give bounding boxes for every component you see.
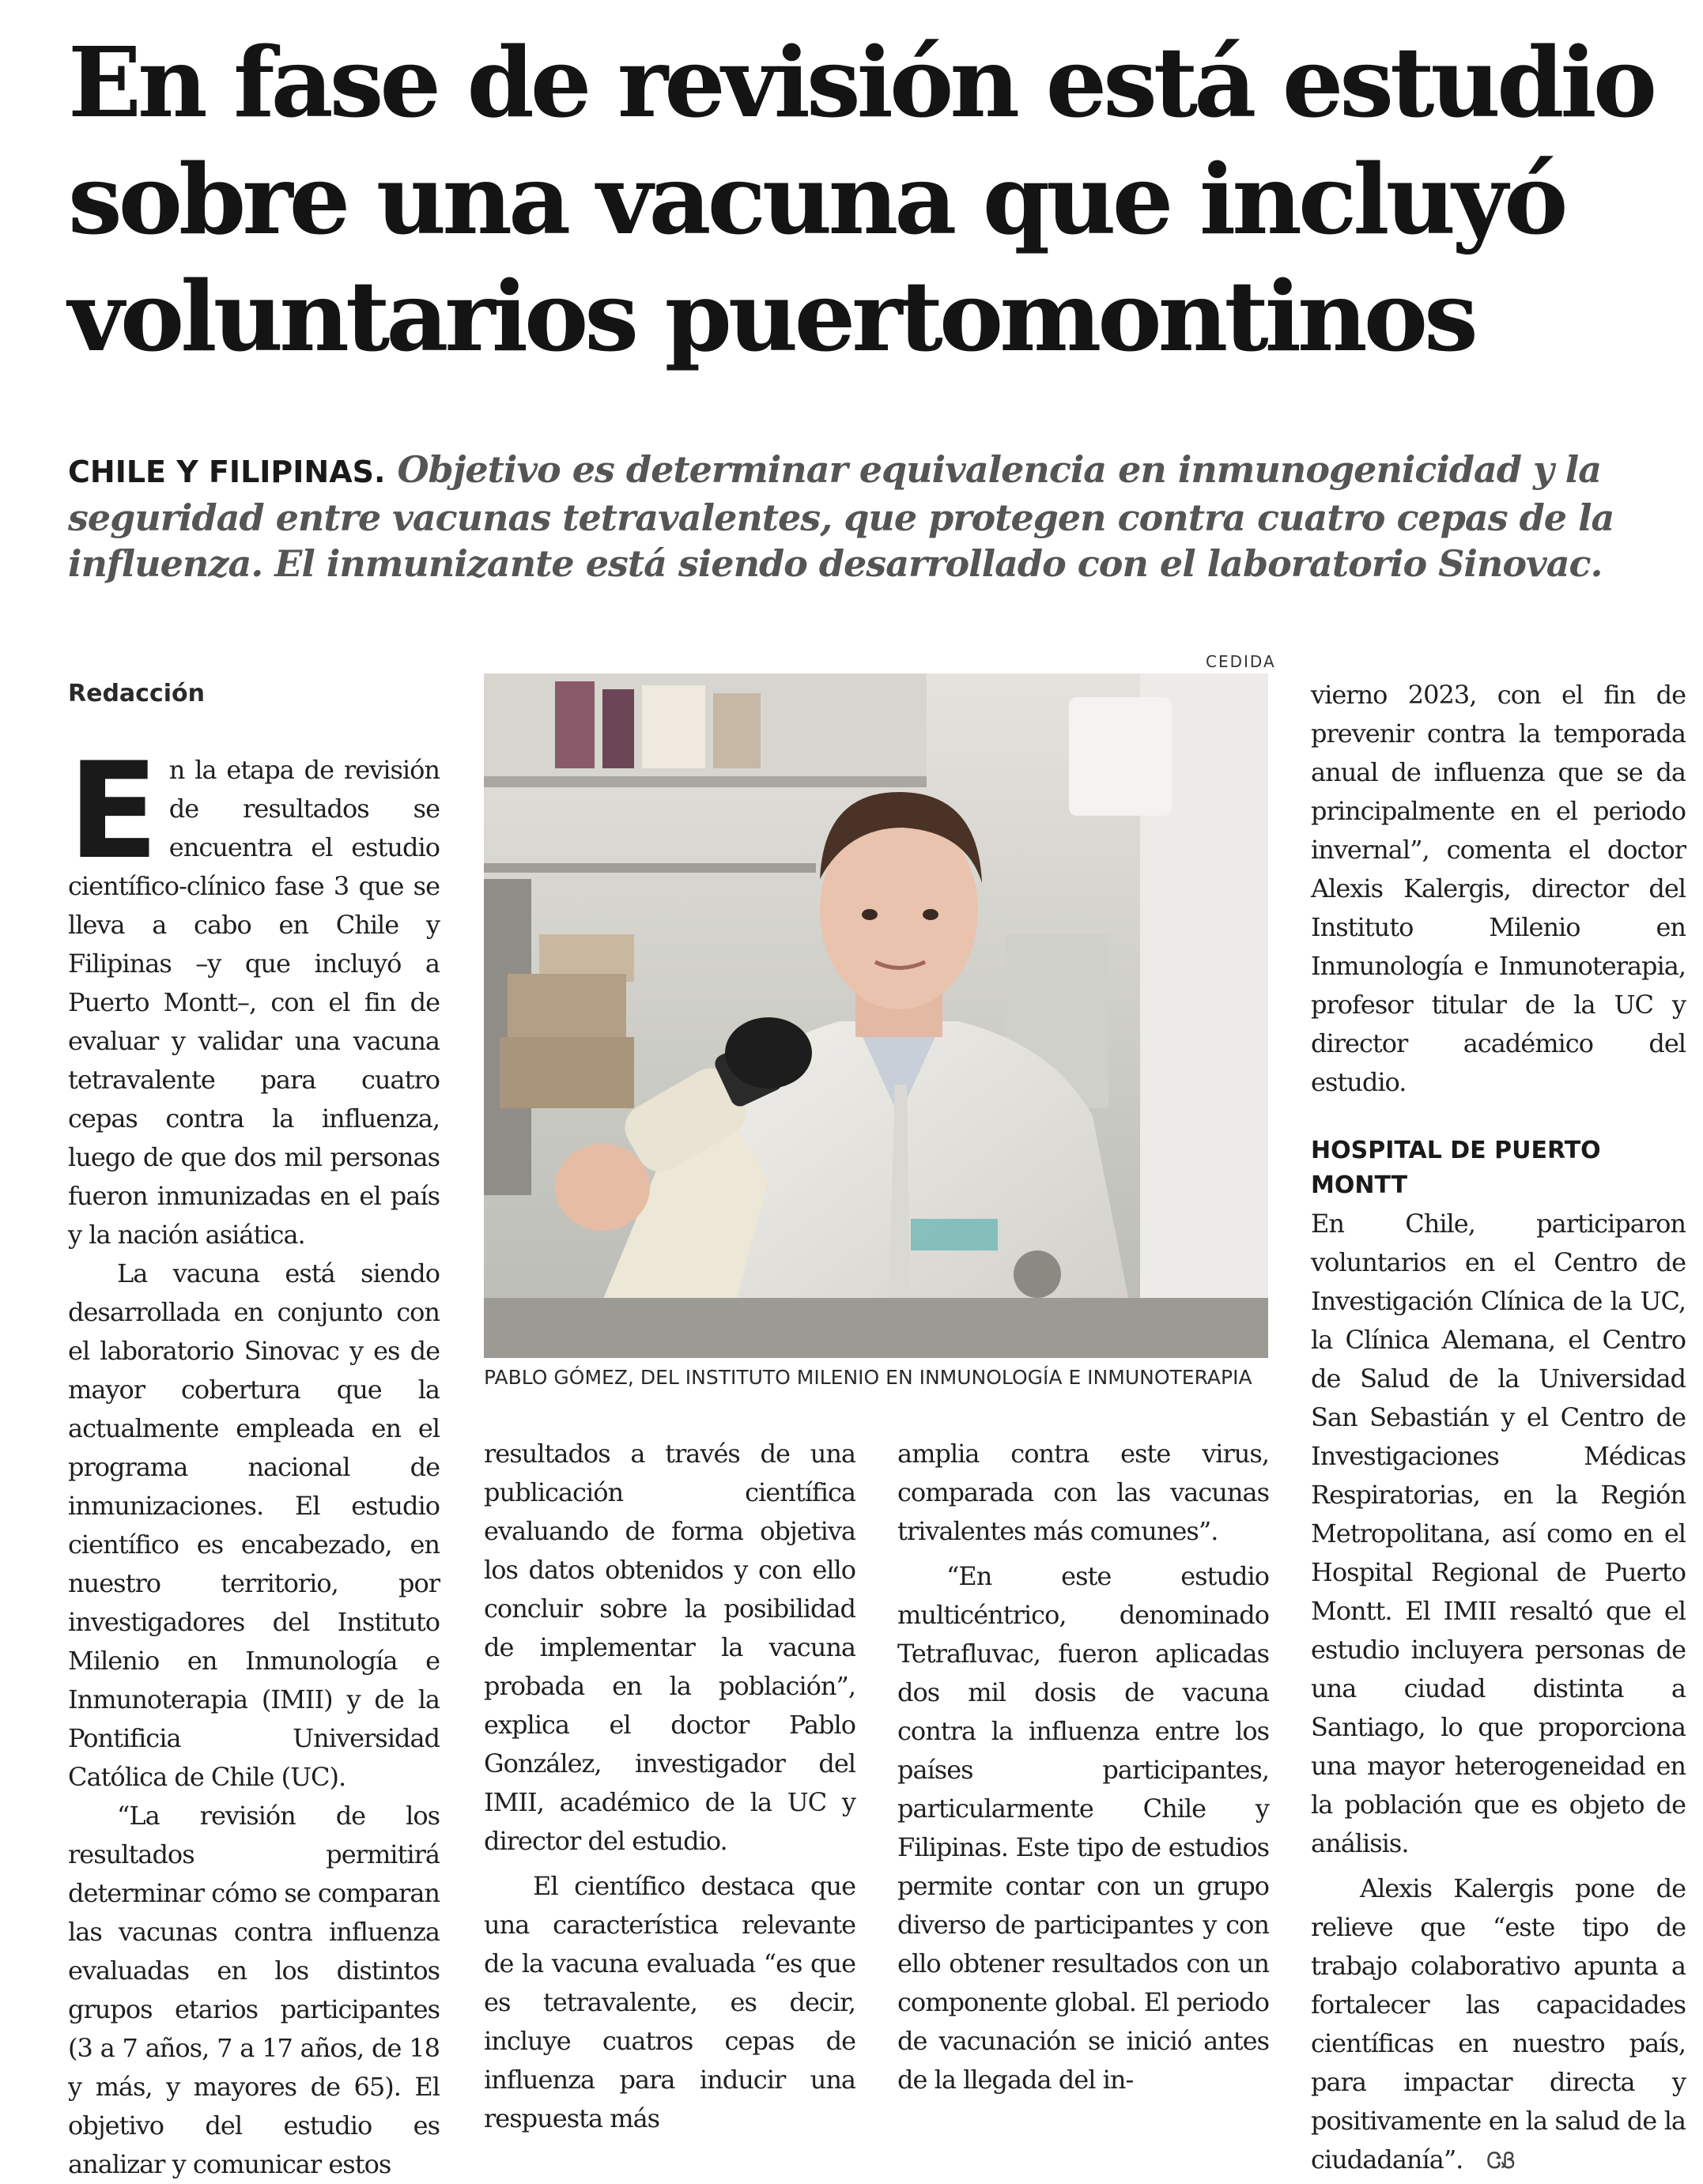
column-1-paragraph-3: “La revisión de los resultados permitirá determinar cómo se comparan las vacunas contra influenza evaluadas en los distintos grupos etarios participantes (3 a 7 años, 7 a 17 años, de 18 y más, y mayores de 65). El objetivo del estudio es analizar y comunicar estos	[68, 1801, 440, 2179]
byline: Redacción	[68, 680, 205, 707]
lead-text: Objetivo es determinar equivalencia en inmunogenicidad y la seguridad entre vacunas tetravalentes, que protegen contra cuatro cepas de la influenza. El inmunizante está siendo desarrollado con el laboratorio Sinovac.	[68, 448, 1614, 585]
column-4-paragraph-2: En Chile, participaron voluntarios en el Centro de Investigación Clínica de la UC, la Clínica Alemana, el Centro de Salud de la Universidad San Sebastián y el Centro de Investigaciones Médicas Respiratorias, en la Región Metropolitana, así como en el Hospital Regional de Puerto Montt. El IMII resaltó que el estudio incluyera personas de una ciudad distinta a Santiago, lo que proporciona una mayor heterogeneidad en la población que es objeto de análisis.	[1311, 1209, 1686, 1858]
column-1-paragraph-1: En la etapa de revisión de resultados se encuentra el estudio científico-clínico fase 3 que se lleva a cabo en Chile y Filipinas –y que incluyó a Puerto Montt–, con el fin de evaluar y validar una vacuna tetravalente para cuatro cepas contra la influenza, luego de que dos mil personas fueron inmunizadas en el país y la nación asiática.	[68, 734, 440, 1250]
column-2-paragraph-2: El científico destaca que una característica relevante de la vacuna evaluada “es que es tetravalente, es decir, incluye cuatros cepas de influenza para inducir una respuesta más	[484, 1871, 855, 2133]
researcher-photo-image	[484, 673, 1268, 1358]
column-1-paragraph-2: La vacuna está siendo desarrollada en conjunto con el laboratorio Sinovac y es de mayor cobertura que la actualmente empleada en el programa nacional de inmunizaciones. El estudio científico es encabezado, en nuestro territorio, por investigadores del Instituto Milenio en Inmunología e Inmunoterapia (IMII) y de la Pontificia Universidad Católica de Chile (UC).	[68, 1258, 440, 1792]
headline-line-1: En fase de revisión está estudio	[68, 25, 1654, 139]
section-subhead: HOSPITAL DE PUERTO MONTT	[1311, 1137, 1601, 1199]
article-column-2	[484, 1435, 855, 2138]
column-4-paragraph-3: Alexis Kalergis pone de relieve que “este tipo de trabajo colaborativo apunta a fortalecer las capacidades científicas en nuestro país, para impactar directa y positivamente en la salud de la ciudadanía”. ᏣᏰ	[1311, 1873, 1686, 2175]
lead-kicker: CHILE Y FILIPINAS.	[68, 455, 386, 489]
headline-line-2: sobre una vacuna que incluyó	[68, 142, 1565, 256]
article-column-3	[897, 1435, 1269, 2099]
lead-paragraph	[68, 447, 1657, 587]
column-2-paragraph-1: resultados a través de una publicación científica evaluando de forma objetiva los datos obtenidos y con ello concluir sobre la posibilidad de implementar la vacuna probada en la población”, explica el doctor Pablo González, investigador del IMII, académico de la UC y director del estudio.	[484, 1439, 855, 1856]
lab-photo	[484, 673, 1268, 1358]
column-4-paragraph-1: vierno 2023, con el fin de prevenir contra la temporada anual de influenza que se da principalmente en el periodo invernal”, comenta el doctor Alexis Kalergis, director del Instituto Milenio en Inmunología e Inmunoterapia, profesor titular de la UC y director académico del estudio.	[1311, 680, 1686, 1097]
article-column-1	[68, 734, 440, 2184]
end-mark-icon: ᏣᏰ	[1486, 2148, 1515, 2174]
drop-cap: E	[68, 734, 158, 888]
article-column-4	[1311, 676, 1686, 2180]
headline-line-3: voluntarios puertomontinos	[68, 259, 1475, 373]
column-3-paragraph-2: “En este estudio multicéntrico, denominado Tetrafluvac, fueron aplicadas dos mil dosis de vacuna contra la influenza entre los países participantes, particularmente Chile y Filipinas. Este tipo de estudios permite contar con un grupo diverso de participantes y con ello obtener resultados con un componente global. El periodo de vacunación se inició antes de la llegada del in-	[897, 1561, 1269, 2095]
photo-credit: CEDIDA	[1206, 652, 1276, 671]
headline	[68, 24, 1681, 375]
photo-caption: PABLO GÓMEZ, DEL INSTITUTO MILENIO EN INMUNOLOGÍA E INMUNOTERAPIA	[484, 1366, 1252, 1389]
column-3-paragraph-1: amplia contra este virus, comparada con las vacunas trivalentes más comunes”.	[897, 1439, 1269, 1546]
